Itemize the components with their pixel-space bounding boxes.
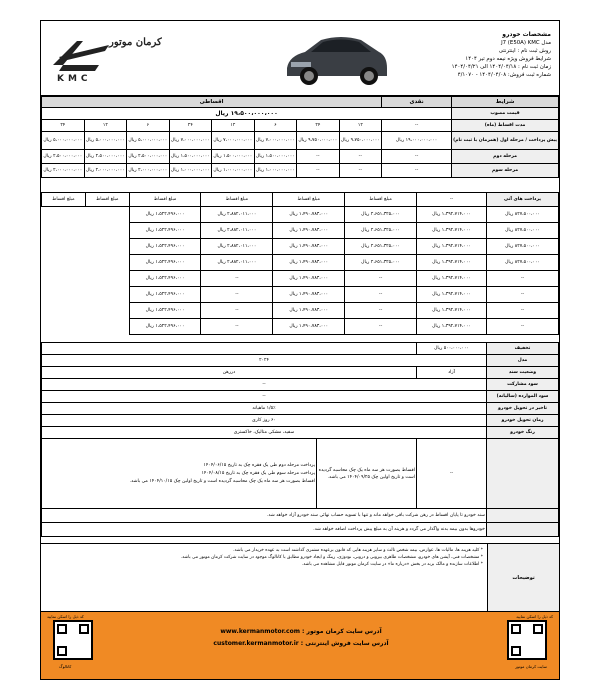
installment-cell: ۲،۸۸۲،۰۱۱،۰۰۰ ریال (201, 223, 273, 239)
color-label: رنگ خودرو (487, 427, 559, 439)
price-row (42, 108, 559, 120)
installment-cell: ۱،۵۲۲،۴۹۶،۰۰۰ ریال (129, 207, 201, 223)
installment-row (42, 255, 559, 271)
late-value: -- (42, 391, 487, 403)
installment-cell: ۱،۴۹۰،۷۸۳،۰۰۰ ریال (273, 303, 345, 319)
conditions-cash: -- (417, 439, 487, 509)
installment-cell: ۲،۶۵۱،۳۲۵،۰۰۰ ریال (345, 223, 417, 239)
second-stage-cell: ۱،۵۰۰،۰۰۰،۰۰۰ ریال (169, 150, 212, 164)
first-stage-cell: ۹،۷۵۰،۰۰۰،۰۰۰ ریال (339, 132, 382, 150)
installment-cell: -- (345, 319, 417, 335)
condition-line: اقساط بصورت هر سه ماه یک چک محاسبه گردیده است و تاریخ اولین چک ۱۴۰۴/۱۰/۱۵ می باشد. (129, 478, 315, 484)
partnership-row (42, 379, 559, 391)
note-1: سند خودرو تا پایان اقساط در رهن شرکت باقی خواهد ماند و تنها با تسویه حساب نهائی سند خودرو آزاد خواهد شد. (42, 509, 487, 523)
table-header-row (42, 97, 559, 108)
model-label: مدل (487, 355, 559, 367)
installment-cell: ۸۲۷،۵۰۰،۰۰۰ ریال (487, 223, 559, 239)
car-image-icon (281, 26, 391, 91)
doc-row (42, 367, 559, 379)
logo-mark-text: KMC (57, 74, 92, 84)
installment-cell: ۲،۸۸۲،۰۱۱،۰۰۰ ریال (201, 207, 273, 223)
first-stage-cell: ۵،۰۰۰،۰۰۰،۰۰۰ ریال (42, 132, 85, 150)
note-row-1 (42, 509, 559, 523)
notes-body (45, 547, 483, 568)
model-line: مدل J7 (E50A) KMC (501, 40, 551, 46)
condition-line: پرداخت مرحله دوم طی یک فقره چک به تاریخ ۱۴۰۴/۰۶/۱۵ (203, 462, 315, 468)
third-stage-cell: ۲،۰۰۰،۰۰۰،۰۰۰ ریال (42, 164, 85, 178)
installment-cell: ۱،۵۲۲،۴۹۶،۰۰۰ ریال (129, 319, 201, 335)
period-cell: ۱۲ (84, 120, 127, 132)
installment-row (42, 319, 559, 335)
note-2: خودروها بدون بیمه بدنه واگذار می گردد و هزینه آن به مبلغ پیش پرداخت اضافه خواهد شد. (42, 523, 487, 537)
color-value: سفید، مشکی متالیک، خاکستری (42, 427, 487, 439)
third-stage-cell: -- (339, 164, 382, 178)
conditions-extra-label (487, 439, 559, 509)
third-stage-cell: ۱،۰۰۰،۰۰۰،۰۰۰ ریال (169, 164, 212, 178)
second-stage-cell: ۲،۵۰۰،۰۰۰،۰۰۰ ریال (84, 150, 127, 164)
first-stage-cell: ۵،۰۰۰،۰۰۰،۰۰۰ ریال (127, 132, 170, 150)
installment-cell: ۸۲۷،۵۰۰،۰۰۰ ریال (487, 255, 559, 271)
second-stage-cell: ۲،۵۰۰،۰۰۰،۰۰۰ ریال (127, 150, 170, 164)
partnership-label: سود مشارکت (487, 379, 559, 391)
installments-label: پرداخت های آتی (487, 193, 559, 207)
installment-cell: ۱،۴۹۰،۷۸۳،۰۰۰ ریال (273, 239, 345, 255)
installment-cell: -- (345, 271, 417, 287)
third-stage-cell: ۱،۰۰۰،۰۰۰،۰۰۰ ریال (212, 164, 255, 178)
installments-table (41, 192, 559, 335)
first-stage-cell: ۷،۰۰۰،۰۰۰،۰۰۰ ریال (212, 132, 255, 150)
installment-cell: ۱،۴۹۰،۷۸۳،۰۰۰ ریال (273, 207, 345, 223)
website-qr-icon[interactable] (507, 620, 547, 660)
spec-block (391, 31, 551, 79)
spec-title: مشخصات خودرو (502, 31, 551, 38)
prepay-label: پیش پرداخت (528, 138, 557, 143)
note-row-2 (42, 523, 559, 537)
delivery-label: زمان تحویل خودرو (487, 415, 559, 427)
conditions-row (42, 439, 559, 509)
footer-links: www.kermanmotor.com : آدرس سایت کرمان موتور customer.kermanmotor.ir : آدرس سایت فروش اینترنتی (213, 628, 389, 647)
installment-cell: ۱،۴۹۰،۷۸۳،۰۰۰ ریال (273, 287, 345, 303)
installment-cell: ۸۲۷،۵۰۰،۰۰۰ ریال (487, 239, 559, 255)
circular-number: شماره ثبت فروش: ۱۴۰۴/۰۴/۰۸ - ۴/۱۰۷۰ (457, 72, 551, 78)
doc-cash: آزاد (417, 367, 487, 379)
installment-cell: ۱،۳۹۲،۷۱۴،۰۰۰ ریال (417, 239, 487, 255)
partnership-value: -- (42, 379, 487, 391)
first-stage-cell: ۵،۰۰۰،۰۰۰،۰۰۰ ریال (84, 132, 127, 150)
first-stage-sublabel: مرحله اول (همزمان با ثبت نام) (453, 138, 524, 143)
installment-rows (42, 207, 559, 335)
footer (41, 611, 559, 679)
color-row (42, 427, 559, 439)
first-stage-cell: ۷،۰۰۰،۰۰۰،۰۰۰ ریال (254, 132, 297, 150)
discount-value: ۵۰۰،۰۰۰،۰۰۰ ریال (417, 343, 487, 355)
note-item: * کلیه هزینه ها، مالیات ها، عوارض، بیمه شخص ثالث و سایر هزینه هایی که قانون برعهده مشتری گذاشته است به عهده خریدار می باشد. (233, 548, 483, 553)
delay-label: تاخیر در تحویل خودرو (487, 403, 559, 415)
inst-col-header: مبلغ اقساط (201, 193, 273, 207)
installment-cell: ۱،۳۹۲،۷۱۴،۰۰۰ ریال (417, 303, 487, 319)
installment-cell: ۲،۸۸۲،۰۱۱،۰۰۰ ریال (201, 239, 273, 255)
installment-cell: -- (487, 303, 559, 319)
second-stage-row (42, 150, 559, 164)
installment-cell: -- (487, 319, 559, 335)
qr-right-caption: کد ذیل را اسکن نمایید (516, 614, 553, 619)
first-stage-cell: ۹،۷۵۰،۰۰۰،۰۰۰ ریال (297, 132, 340, 150)
delivery-row (42, 415, 559, 427)
brand-name: کرمان موتور (109, 37, 162, 48)
cash-second: -- (382, 150, 452, 164)
installment-row (42, 303, 559, 319)
installment-cell: -- (201, 287, 273, 303)
installment-cell: -- (345, 287, 417, 303)
installment-header: اقساطی (42, 97, 382, 108)
notes-label: توضیحات (487, 544, 559, 611)
installment-cell: -- (345, 303, 417, 319)
sale-conditions: شرایط فروش ویژه نیمه دوم تیر ۱۴۰۴ (465, 56, 551, 62)
price-sheet (40, 20, 560, 680)
inst-col-header: مبلغ اقساط (85, 193, 129, 207)
note-item: * مشخصات فنی، آپشن های خودرو، مشخصات ظاهری بیرونی و درونی، نودوزی، رینگ و ایجاد خودرو مطابق با کاتالوگ موجود در سایت شرکت کرمان موتور می باشد. (180, 555, 483, 560)
period-cell: ۱۲ (339, 120, 382, 132)
installment-cell: ۱،۵۲۲،۴۹۶،۰۰۰ ریال (129, 271, 201, 287)
notes-section (41, 543, 559, 610)
installment-cell: ۱،۵۲۲،۴۹۶،۰۰۰ ریال (129, 255, 201, 271)
third-stage-row (42, 164, 559, 178)
doc-installment: دررهن (42, 367, 417, 379)
installment-cell: ۱،۳۹۲،۷۱۴،۰۰۰ ریال (417, 287, 487, 303)
period-cell: ۱۲ (212, 120, 255, 132)
registration-method: روش ثبت نام : اینترنتی (498, 48, 551, 54)
delay-value: ۱/۵٪ ماهیانه (42, 403, 487, 415)
header (41, 21, 559, 96)
qr-right-bottom: سایت کرمان موتور (515, 664, 547, 669)
conditions-left (42, 439, 317, 509)
installment-cell: ۲،۶۵۱،۳۲۵،۰۰۰ ریال (345, 239, 417, 255)
third-stage-cell: ۱،۰۰۰،۰۰۰،۰۰۰ ریال (254, 164, 297, 178)
condition-line: پرداخت مرحله سوم طی یک فقره چک به تاریخ ۱۴۰۴/۰۸/۱۵ (201, 470, 315, 476)
second-stage-cell: -- (297, 150, 340, 164)
model-value: ۲۰۲۴ (42, 355, 487, 367)
installment-cell: ۱،۴۹۰،۷۸۳،۰۰۰ ریال (273, 223, 345, 239)
shop-label: آدرس سایت فروش اینترنتی (305, 640, 389, 647)
price-label: قیمت مصوب (452, 108, 559, 120)
second-stage-cell: ۲،۵۰۰،۰۰۰،۰۰۰ ریال (42, 150, 85, 164)
installment-cell: ۱،۳۹۲،۷۱۴،۰۰۰ ریال (417, 271, 487, 287)
third-stage-label: مرحله سوم (452, 164, 559, 178)
details-table (41, 342, 559, 439)
inst-col-header: مبلغ اقساط (42, 193, 86, 207)
installment-cell: ۲،۶۵۱،۳۲۵،۰۰۰ ریال (345, 207, 417, 223)
cash-first: ۱۹،۰۰۰،۰۰۰،۰۰۰ ریال (382, 132, 452, 150)
installment-cell: ۱،۵۲۲،۴۹۶،۰۰۰ ریال (129, 223, 201, 239)
note-row-label (487, 509, 559, 523)
conditions-mid: اقساط بصورت هر سه ماه یک چک محاسبه گردیده است و تاریخ اولین چک ۱۴۰۴/۰۹/۲۵ می باشد. (317, 439, 417, 509)
conditions-table (41, 438, 559, 537)
period-label: مدت اقساط (ماه) (452, 120, 559, 132)
catalog-qr-icon[interactable] (53, 620, 93, 660)
installment-cell: ۱،۳۹۲،۷۱۴،۰۰۰ ریال (417, 223, 487, 239)
installment-cell: ۱،۵۲۲،۴۹۶،۰۰۰ ریال (129, 239, 201, 255)
first-stage-label: پیش پرداخت / مرحله اول (همزمان با ثبت نام) (452, 132, 559, 150)
conditions-header: شرایط (452, 97, 559, 108)
installment-cell: ۸۲۷،۵۰۰،۰۰۰ ریال (487, 207, 559, 223)
installment-cell: ۱،۴۹۰،۷۸۳،۰۰۰ ریال (273, 319, 345, 335)
registration-date: زمان ثبت نام : ۱۴۰۴/۰۴/۱۸ الی ۱۴۰۴/۰۴/۲۱ (451, 64, 551, 70)
inst-col-header: مبلغ اقساط (345, 193, 417, 207)
site-label: آدرس سایت کرمان موتور (306, 628, 382, 635)
cash-installments: -- (417, 193, 487, 207)
period-row (42, 120, 559, 132)
installment-row (42, 271, 559, 287)
qr-left-bottom: کاتالوگ (59, 664, 72, 669)
third-stage-cell: -- (297, 164, 340, 178)
shop-url[interactable]: customer.kermanmotor.ir (213, 640, 299, 647)
second-stage-label: مرحله دوم (452, 150, 559, 164)
late-label: سود الموارده (سالیانه) (487, 391, 559, 403)
installment-cell: ۱،۳۹۲،۷۱۴،۰۰۰ ریال (417, 319, 487, 335)
cash-period: -- (382, 120, 452, 132)
installment-cell: -- (201, 303, 273, 319)
installment-row (42, 287, 559, 303)
inst-col-header: مبلغ اقساط (129, 193, 201, 207)
installment-cell: ۲،۸۸۲،۰۱۱،۰۰۰ ریال (201, 255, 273, 271)
discount-row (42, 343, 559, 355)
note-item: * اطلاعات سازنده و مالک برند در بخش «درباره ما» در سایت کرمان موتور قابل مشاهده می باشد. (301, 562, 483, 567)
installment-cell: -- (487, 271, 559, 287)
installment-cell: ۱،۴۹۰،۷۸۳،۰۰۰ ریال (273, 271, 345, 287)
installment-cell: -- (201, 319, 273, 335)
doc-label: وضعیت سند (487, 367, 559, 379)
first-stage-row (42, 132, 559, 150)
installment-row (42, 239, 559, 255)
qr-left-caption: کد ذیل را اسکن نمایید (47, 614, 84, 619)
third-stage-cell: ۲،۰۰۰،۰۰۰،۰۰۰ ریال (127, 164, 170, 178)
cash-header: نقدی (382, 97, 452, 108)
delay-row (42, 403, 559, 415)
period-cell: ۶ (127, 120, 170, 132)
installment-cell: ۱،۳۹۲،۷۱۴،۰۰۰ ریال (417, 207, 487, 223)
period-cell: ۲۴ (297, 120, 340, 132)
discount-label: تخفیف (487, 343, 559, 355)
installment-cell: ۲،۶۵۱،۳۲۵،۰۰۰ ریال (345, 255, 417, 271)
discount-installment (42, 343, 417, 355)
installment-cell: -- (201, 271, 273, 287)
installment-cell: ۱،۵۲۲،۴۹۶،۰۰۰ ریال (129, 303, 201, 319)
site-url[interactable]: www.kermanmotor.com (220, 628, 300, 635)
inst-header-row (42, 193, 559, 207)
installment-cell: ۱،۳۹۲،۷۱۴،۰۰۰ ریال (417, 255, 487, 271)
model-row (42, 355, 559, 367)
installment-row (42, 223, 559, 239)
cash-third: -- (382, 164, 452, 178)
first-stage-cell: ۷،۰۰۰،۰۰۰،۰۰۰ ریال (169, 132, 212, 150)
second-stage-cell: ۱،۵۰۰،۰۰۰،۰۰۰ ریال (254, 150, 297, 164)
installment-cell: ۱،۵۲۲،۴۹۶،۰۰۰ ریال (129, 287, 201, 303)
installment-cell: -- (487, 287, 559, 303)
third-stage-cell: ۲،۰۰۰،۰۰۰،۰۰۰ ریال (84, 164, 127, 178)
inst-col-header: مبلغ اقساط (273, 193, 345, 207)
delivery-value: ۶۰ روز کاری (42, 415, 487, 427)
price-table (41, 96, 559, 178)
period-cell: ۶ (254, 120, 297, 132)
note-row-label (487, 523, 559, 537)
period-cell: ۲۴ (42, 120, 85, 132)
installment-cell: ۱،۴۹۰،۷۸۳،۰۰۰ ریال (273, 255, 345, 271)
second-stage-cell: ۱،۵۰۰،۰۰۰،۰۰۰ ریال (212, 150, 255, 164)
period-cell: ۲۴ (169, 120, 212, 132)
second-stage-cell: -- (339, 150, 382, 164)
late-row (42, 391, 559, 403)
installment-row (42, 207, 559, 223)
price-value: ۱۹،۵۰۰،۰۰۰،۰۰۰ ریال (42, 108, 452, 120)
